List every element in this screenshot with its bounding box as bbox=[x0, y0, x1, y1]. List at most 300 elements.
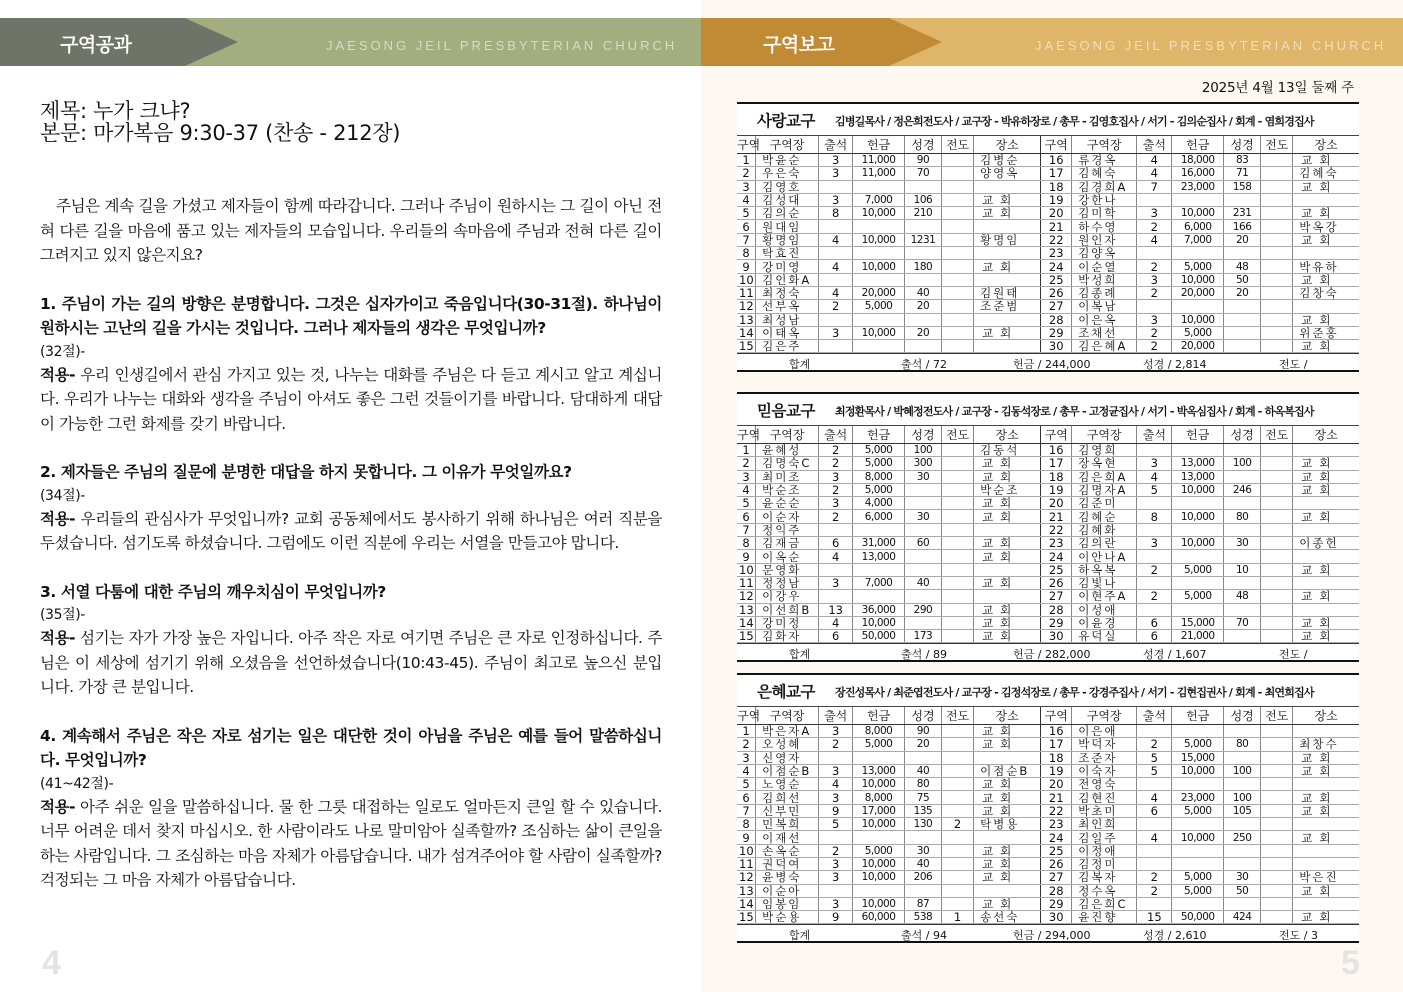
table-cell: 이성애 bbox=[1072, 603, 1137, 616]
table-cell: 6 bbox=[737, 791, 756, 804]
table-cell bbox=[1137, 778, 1172, 791]
table-cell bbox=[853, 751, 905, 764]
table-cell: 하수영 bbox=[1072, 220, 1137, 233]
table-cell: 6 bbox=[1137, 804, 1172, 817]
column-header: 장소 bbox=[1293, 426, 1359, 444]
table-cell bbox=[1261, 844, 1293, 857]
table-cell: 15 bbox=[739, 910, 754, 924]
table-cell: 5,000 bbox=[1172, 326, 1224, 339]
table-cell: 윤혜성 bbox=[756, 444, 819, 457]
table-cell bbox=[1172, 444, 1224, 457]
table-cell: 27 bbox=[1041, 871, 1072, 884]
table-cell: 19 bbox=[1041, 764, 1072, 777]
table-row bbox=[737, 457, 1359, 470]
table-cell bbox=[942, 300, 974, 313]
table-cell: 박성희 bbox=[1072, 273, 1137, 286]
table-cell: 105 bbox=[1224, 804, 1261, 817]
table-row bbox=[737, 563, 1359, 576]
table-cell: 이순아 bbox=[756, 884, 819, 897]
table-cell: 15 bbox=[1137, 911, 1172, 924]
table-row bbox=[737, 884, 1359, 897]
total-attend: 출석 / 72 bbox=[901, 358, 947, 372]
table-cell: 유덕실 bbox=[1072, 630, 1137, 643]
column-header: 구역장 bbox=[1072, 426, 1137, 444]
table-cell bbox=[1172, 857, 1224, 870]
table-row bbox=[737, 313, 1359, 326]
column-header: 헌금 bbox=[853, 426, 905, 444]
table-cell: 10,000 bbox=[853, 871, 905, 884]
table-cell: 106 bbox=[904, 193, 941, 206]
table-cell: 16 bbox=[1041, 444, 1072, 457]
table-cell: 김빛나 bbox=[1072, 576, 1137, 589]
table-cell bbox=[1293, 576, 1359, 589]
table-cell bbox=[942, 273, 974, 286]
table-cell: 2 bbox=[737, 167, 756, 180]
table-cell: 23,000 bbox=[1172, 180, 1224, 193]
total-evangel: 전도 / bbox=[1279, 358, 1308, 372]
table-cell bbox=[904, 884, 941, 897]
table-cell bbox=[1261, 273, 1293, 286]
table-cell: 22 bbox=[1041, 523, 1072, 536]
table-cell bbox=[942, 260, 974, 273]
table-cell: 50 bbox=[1224, 273, 1261, 286]
table-cell bbox=[942, 233, 974, 246]
table-cell: 11 bbox=[739, 286, 754, 300]
table-cell bbox=[1224, 313, 1261, 326]
table-cell bbox=[904, 616, 941, 629]
question-text: 1. 주님이 가는 길의 방향은 분명합니다. 그것은 십자가이고 죽음입니다(30-31절). 하나님이 원하시는 고난의 길을 가시는 것입니다. 그러나 제자들의 생각은 무엇입니까? bbox=[40, 294, 662, 337]
table-cell: 16,000 bbox=[1172, 167, 1224, 180]
table-cell: 20 bbox=[904, 300, 941, 313]
table-cell: 4 bbox=[1137, 831, 1172, 844]
table-cell: 교회 bbox=[1293, 563, 1359, 576]
column-header: 출석 bbox=[819, 426, 853, 444]
table-row bbox=[737, 247, 1359, 260]
column-header: 헌금 bbox=[1172, 426, 1224, 444]
verse-ref: (32절)- bbox=[40, 343, 85, 360]
table-cell bbox=[904, 340, 941, 353]
table-cell: 교회 bbox=[1293, 180, 1359, 193]
table-cell bbox=[904, 247, 941, 260]
left-header-bar bbox=[0, 18, 701, 66]
table-cell: 1231 bbox=[904, 233, 941, 246]
table-cell: 4 bbox=[1137, 233, 1172, 246]
district-staff: 장진성목사 / 최준엽전도사 / 교구장 - 김정석장로 / 총무 - 강경주집사 / 서기 - 김현집권사 / 회계 - 최연희집사 bbox=[835, 686, 1314, 699]
table-cell: 이은애 bbox=[1072, 725, 1137, 738]
question-block bbox=[40, 460, 662, 556]
table-cell: 25 bbox=[1041, 563, 1072, 576]
table-cell bbox=[1137, 300, 1172, 313]
district-header bbox=[737, 104, 1359, 136]
table-cell: 28 bbox=[1041, 313, 1072, 326]
table-cell: 조채선 bbox=[1072, 326, 1137, 339]
report-table bbox=[737, 707, 1359, 924]
table-cell bbox=[974, 273, 1041, 286]
district-header bbox=[737, 675, 1359, 707]
table-cell: 이점순B bbox=[974, 764, 1041, 777]
table-cell: 2 bbox=[1137, 220, 1172, 233]
table-cell: 김은희C bbox=[1072, 897, 1137, 910]
table-cell: 교회 bbox=[974, 616, 1041, 629]
table-cell bbox=[1261, 897, 1293, 910]
table-cell: 김혜숙 bbox=[1072, 167, 1137, 180]
table-cell bbox=[942, 884, 974, 897]
table-cell: 231 bbox=[1224, 207, 1261, 220]
table-cell bbox=[1293, 300, 1359, 313]
table-header-row bbox=[737, 136, 1359, 154]
table-cell bbox=[1172, 603, 1224, 616]
table-header-row bbox=[737, 707, 1359, 725]
table-cell bbox=[1261, 220, 1293, 233]
table-row bbox=[737, 537, 1359, 550]
table-cell: 1 bbox=[942, 911, 974, 924]
table-cell: 10 bbox=[739, 563, 754, 577]
district-block bbox=[737, 673, 1359, 943]
question-text: 3. 서열 다툼에 대한 주님의 깨우치심이 무엇입니까? bbox=[40, 582, 386, 601]
table-cell: 16 bbox=[1041, 725, 1072, 738]
table-cell: 2 bbox=[1137, 286, 1172, 299]
table-cell: 교회 bbox=[974, 497, 1041, 510]
question-block bbox=[40, 292, 662, 437]
table-cell: 박은자A bbox=[756, 725, 819, 738]
table-cell bbox=[942, 738, 974, 751]
table-cell: 교회 bbox=[974, 510, 1041, 523]
column-header: 구역 bbox=[1041, 426, 1072, 444]
table-cell: 13,000 bbox=[1172, 470, 1224, 483]
column-header: 구역장 bbox=[756, 426, 819, 444]
table-cell bbox=[1261, 510, 1293, 523]
table-cell: 3 bbox=[819, 326, 853, 339]
column-header: 구역장 bbox=[1072, 707, 1137, 725]
column-header: 전도 bbox=[1261, 136, 1293, 154]
table-cell bbox=[1224, 630, 1261, 643]
table-cell: 최정숙 bbox=[756, 286, 819, 299]
table-cell bbox=[942, 563, 974, 576]
total-label: 합계 bbox=[789, 358, 811, 372]
table-cell bbox=[1224, 550, 1261, 563]
table-cell: 20 bbox=[1224, 286, 1261, 299]
table-cell: 4 bbox=[819, 260, 853, 273]
table-cell: 17 bbox=[1041, 738, 1072, 751]
table-cell bbox=[1261, 725, 1293, 738]
table-cell: 75 bbox=[904, 791, 941, 804]
table-cell bbox=[942, 764, 974, 777]
table-cell: 9 bbox=[737, 831, 756, 844]
table-cell: 2 bbox=[819, 483, 853, 496]
table-cell bbox=[1261, 550, 1293, 563]
table-cell: 70 bbox=[904, 167, 941, 180]
table-cell: 22 bbox=[1041, 233, 1072, 246]
table-cell: 11,000 bbox=[853, 167, 905, 180]
column-header: 성경 bbox=[1224, 707, 1261, 725]
table-cell: 173 bbox=[904, 630, 941, 643]
table-cell bbox=[1137, 193, 1172, 206]
table-cell: 538 bbox=[904, 911, 941, 924]
column-header: 장소 bbox=[974, 707, 1041, 725]
table-cell: 18,000 bbox=[1172, 154, 1224, 167]
table-cell: 이정애 bbox=[1072, 844, 1137, 857]
table-cell bbox=[1172, 523, 1224, 536]
table-cell: 교회 bbox=[1293, 207, 1359, 220]
table-cell: 24 bbox=[1041, 260, 1072, 273]
table-cell bbox=[1224, 603, 1261, 616]
table-cell: 5,000 bbox=[853, 483, 905, 496]
table-cell: 교회 bbox=[974, 457, 1041, 470]
table-cell: 15,000 bbox=[1172, 751, 1224, 764]
table-cell: 300 bbox=[904, 457, 941, 470]
table-cell: 탁병용 bbox=[974, 818, 1041, 831]
total-bible: 성경 / 2,610 bbox=[1143, 929, 1207, 943]
table-cell: 교회 bbox=[974, 550, 1041, 563]
table-cell: 4 bbox=[737, 764, 756, 777]
table-cell: 8,000 bbox=[853, 470, 905, 483]
table-cell: 6 bbox=[1137, 616, 1172, 629]
table-cell bbox=[1261, 884, 1293, 897]
table-cell bbox=[904, 751, 941, 764]
table-cell bbox=[1261, 300, 1293, 313]
table-cell: 김의순 bbox=[756, 207, 819, 220]
table-cell: 3 bbox=[1137, 273, 1172, 286]
table-cell bbox=[853, 563, 905, 576]
application-body: 우리 인생길에서 관심 가지고 있는 것, 나누는 대화를 주님은 다 듣고 계시고 알고 계십니다. 우리가 나누는 대화와 생각을 주님이 아셔도 좋은 그런 것들이기를 바랍니다. 담대하게 대답이 가능한 그런 화제를 갖기 바랍니다. bbox=[40, 365, 662, 433]
table-cell: 3 bbox=[1137, 207, 1172, 220]
table-row bbox=[737, 911, 1359, 924]
table-cell: 5 bbox=[1137, 764, 1172, 777]
table-cell: 하옥복 bbox=[1072, 563, 1137, 576]
table-cell: 3 bbox=[1137, 313, 1172, 326]
table-cell bbox=[1261, 738, 1293, 751]
table-cell: 선부옥 bbox=[756, 300, 819, 313]
table-cell: 교회 bbox=[1293, 831, 1359, 844]
table-cell: 3 bbox=[737, 751, 756, 764]
table-cell: 김병순 bbox=[974, 154, 1041, 167]
table-cell: 9 bbox=[737, 550, 756, 563]
table-cell: 424 bbox=[1224, 911, 1261, 924]
table-cell: 김일주 bbox=[1072, 831, 1137, 844]
table-cell: 17 bbox=[1041, 457, 1072, 470]
table-cell: 6,000 bbox=[853, 510, 905, 523]
table-cell: 박덕자 bbox=[1072, 738, 1137, 751]
question-list bbox=[40, 292, 662, 893]
table-cell: 교회 bbox=[974, 603, 1041, 616]
table-cell: 5,000 bbox=[853, 844, 905, 857]
table-row bbox=[737, 550, 1359, 563]
table-row bbox=[737, 523, 1359, 536]
table-cell bbox=[974, 590, 1041, 603]
table-cell: 18 bbox=[1041, 180, 1072, 193]
table-cell: 13 bbox=[819, 603, 853, 616]
table-cell: 이복남 bbox=[1072, 300, 1137, 313]
total-evangel: 전도 / 3 bbox=[1279, 929, 1318, 943]
table-cell: 강미정 bbox=[756, 616, 819, 629]
table-cell bbox=[1137, 247, 1172, 260]
table-cell: 3 bbox=[819, 497, 853, 510]
table-cell: 5 bbox=[737, 497, 756, 510]
table-cell: 3 bbox=[819, 764, 853, 777]
table-cell: 9 bbox=[819, 804, 853, 817]
table-cell: 10,000 bbox=[1172, 207, 1224, 220]
table-cell: 18 bbox=[1041, 751, 1072, 764]
table-cell: 80 bbox=[1224, 510, 1261, 523]
table-cell bbox=[942, 207, 974, 220]
table-cell bbox=[1172, 247, 1224, 260]
table-cell: 이종헌 bbox=[1293, 537, 1359, 550]
table-cell: 87 bbox=[904, 897, 941, 910]
table-cell: 2 bbox=[819, 457, 853, 470]
table-cell: 교회 bbox=[1293, 764, 1359, 777]
table-cell: 교회 bbox=[974, 804, 1041, 817]
table-cell bbox=[853, 180, 905, 193]
column-header: 구역장 bbox=[756, 136, 819, 154]
table-cell bbox=[942, 167, 974, 180]
table-cell: 정익주 bbox=[756, 523, 819, 536]
table-cell: 김영희 bbox=[1072, 444, 1137, 457]
table-cell: 2 bbox=[1137, 738, 1172, 751]
table-cell bbox=[1172, 550, 1224, 563]
lesson-scripture: 본문: 마가복음 9:30-37 (찬송 - 212장) bbox=[40, 121, 401, 145]
table-cell: 10,000 bbox=[853, 897, 905, 910]
table-cell bbox=[1224, 300, 1261, 313]
left-section-title: 구역공과 bbox=[60, 34, 132, 56]
table-cell: 8 bbox=[737, 247, 756, 260]
table-cell bbox=[1137, 523, 1172, 536]
column-header: 성경 bbox=[904, 426, 941, 444]
application-label: 적용- bbox=[40, 509, 76, 528]
table-cell: 교회 bbox=[1293, 791, 1359, 804]
table-cell: 류경옥 bbox=[1072, 154, 1137, 167]
table-cell: 2 bbox=[942, 818, 974, 831]
table-cell: 19 bbox=[1041, 193, 1072, 206]
table-cell: 3 bbox=[819, 791, 853, 804]
table-cell bbox=[1261, 180, 1293, 193]
table-cell bbox=[1261, 630, 1293, 643]
table-cell bbox=[1261, 193, 1293, 206]
table-cell: 이옥순 bbox=[756, 550, 819, 563]
table-cell: 탁효진 bbox=[756, 247, 819, 260]
table-cell bbox=[1224, 247, 1261, 260]
table-cell bbox=[819, 180, 853, 193]
application-body: 아주 쉬운 일을 말씀하십니다. 물 한 그릇 대접하는 일로도 얼마든지 큰일 할 수 있습니다. 너무 어려운 데서 찾지 마십시오. 한 사람이라도 나로 말미암아 실족할까? 조심하는 삶이 큰일을 하는 사람입니다. 그 조심하는 마음 자체가 아름답습니다. 내가 섬겨주어야 할 사람이 실족할까? 걱정되는 그 마음 자체가 아름답습니다. bbox=[40, 797, 662, 889]
table-cell: 김경희A bbox=[1072, 180, 1137, 193]
table-cell bbox=[1224, 326, 1261, 339]
table-cell: 교회 bbox=[974, 871, 1041, 884]
table-cell: 2 bbox=[819, 738, 853, 751]
application-label: 적용- bbox=[40, 365, 76, 384]
table-cell: 10,000 bbox=[853, 778, 905, 791]
table-cell bbox=[1224, 523, 1261, 536]
table-cell bbox=[1261, 497, 1293, 510]
table-cell bbox=[1261, 286, 1293, 299]
table-cell: 박순용 bbox=[756, 911, 819, 924]
table-cell: 최미조 bbox=[756, 470, 819, 483]
table-cell: 2 bbox=[819, 444, 853, 457]
table-cell bbox=[1261, 831, 1293, 844]
table-cell: 4 bbox=[1137, 791, 1172, 804]
table-cell bbox=[1172, 725, 1224, 738]
table-cell: 8 bbox=[737, 537, 756, 550]
table-cell: 11 bbox=[739, 576, 754, 590]
table-cell: 교회 bbox=[1293, 470, 1359, 483]
table-cell: 김미학 bbox=[1072, 207, 1137, 220]
table-cell: 교회 bbox=[974, 897, 1041, 910]
table-cell: 14 bbox=[739, 897, 754, 911]
table-cell bbox=[942, 725, 974, 738]
table-cell bbox=[1224, 844, 1261, 857]
table-cell: 교회 bbox=[1293, 911, 1359, 924]
table-cell bbox=[942, 897, 974, 910]
column-header: 헌금 bbox=[853, 136, 905, 154]
table-cell: 80 bbox=[904, 778, 941, 791]
column-header: 장소 bbox=[1293, 707, 1359, 725]
table-cell bbox=[942, 576, 974, 589]
total-attend: 출석 / 89 bbox=[901, 648, 947, 662]
table-cell: 3 bbox=[819, 576, 853, 589]
table-cell bbox=[904, 313, 941, 326]
table-cell: 21 bbox=[1041, 510, 1072, 523]
table-cell: 1 bbox=[737, 444, 756, 457]
table-cell bbox=[1293, 550, 1359, 563]
column-header: 출석 bbox=[1137, 707, 1172, 725]
table-cell: 김화자 bbox=[756, 630, 819, 643]
right-page-number: 5 bbox=[1341, 944, 1360, 982]
left-page-number: 4 bbox=[42, 944, 61, 982]
table-cell: 김성대 bbox=[756, 193, 819, 206]
column-header: 성경 bbox=[904, 707, 941, 725]
table-cell: 7 bbox=[737, 523, 756, 536]
column-header: 출석 bbox=[1137, 426, 1172, 444]
question-text: 2. 제자들은 주님의 질문에 분명한 대답을 하지 못합니다. 그 이유가 무엇일까요? bbox=[40, 463, 572, 481]
table-cell: 이재선 bbox=[756, 831, 819, 844]
table-cell: 21 bbox=[1041, 791, 1072, 804]
table-row bbox=[737, 590, 1359, 603]
table-cell: 2 bbox=[1137, 884, 1172, 897]
table-cell: 23 bbox=[1041, 818, 1072, 831]
table-cell bbox=[1293, 193, 1359, 206]
table-cell: 12 bbox=[739, 299, 754, 314]
table-cell: 김희선 bbox=[756, 791, 819, 804]
table-cell: 노영순 bbox=[756, 778, 819, 791]
table-cell: 원인자 bbox=[1072, 233, 1137, 246]
table-cell: 30 bbox=[904, 510, 941, 523]
table-cell: 29 bbox=[1041, 616, 1072, 629]
table-cell: 158 bbox=[1224, 180, 1261, 193]
table-cell: 교회 bbox=[1293, 483, 1359, 496]
table-cell: 10 bbox=[739, 844, 754, 858]
application-body: 우리들의 관심사가 무엇입니까? 교회 공동체에서도 봉사하기 위해 하나님은 여러 직분을 두셨습니다. 섬기도록 하셨습니다. 그럼에도 이런 직분에 우리는 서열을 만들고야 맙니다. bbox=[40, 509, 662, 552]
table-cell: 14 bbox=[739, 326, 754, 340]
table-cell bbox=[1137, 444, 1172, 457]
table-cell: 5,000 bbox=[1172, 738, 1224, 751]
table-cell: 3 bbox=[819, 154, 853, 167]
table-cell: 10,000 bbox=[853, 233, 905, 246]
table-cell bbox=[942, 220, 974, 233]
table-cell: 3 bbox=[819, 897, 853, 910]
table-cell bbox=[1261, 313, 1293, 326]
right-header-bar bbox=[701, 18, 1403, 66]
table-cell: 최인희 bbox=[1072, 818, 1137, 831]
table-cell bbox=[1224, 897, 1261, 910]
table-cell: 48 bbox=[1224, 590, 1261, 603]
table-cell bbox=[1137, 857, 1172, 870]
table-cell bbox=[1261, 590, 1293, 603]
table-cell: 3 bbox=[819, 193, 853, 206]
total-label: 합계 bbox=[789, 929, 811, 943]
table-cell bbox=[1261, 537, 1293, 550]
table-cell: 2 bbox=[1137, 871, 1172, 884]
table-row bbox=[737, 154, 1359, 167]
table-cell: 13 bbox=[739, 884, 754, 898]
table-cell: 1 bbox=[737, 154, 756, 167]
